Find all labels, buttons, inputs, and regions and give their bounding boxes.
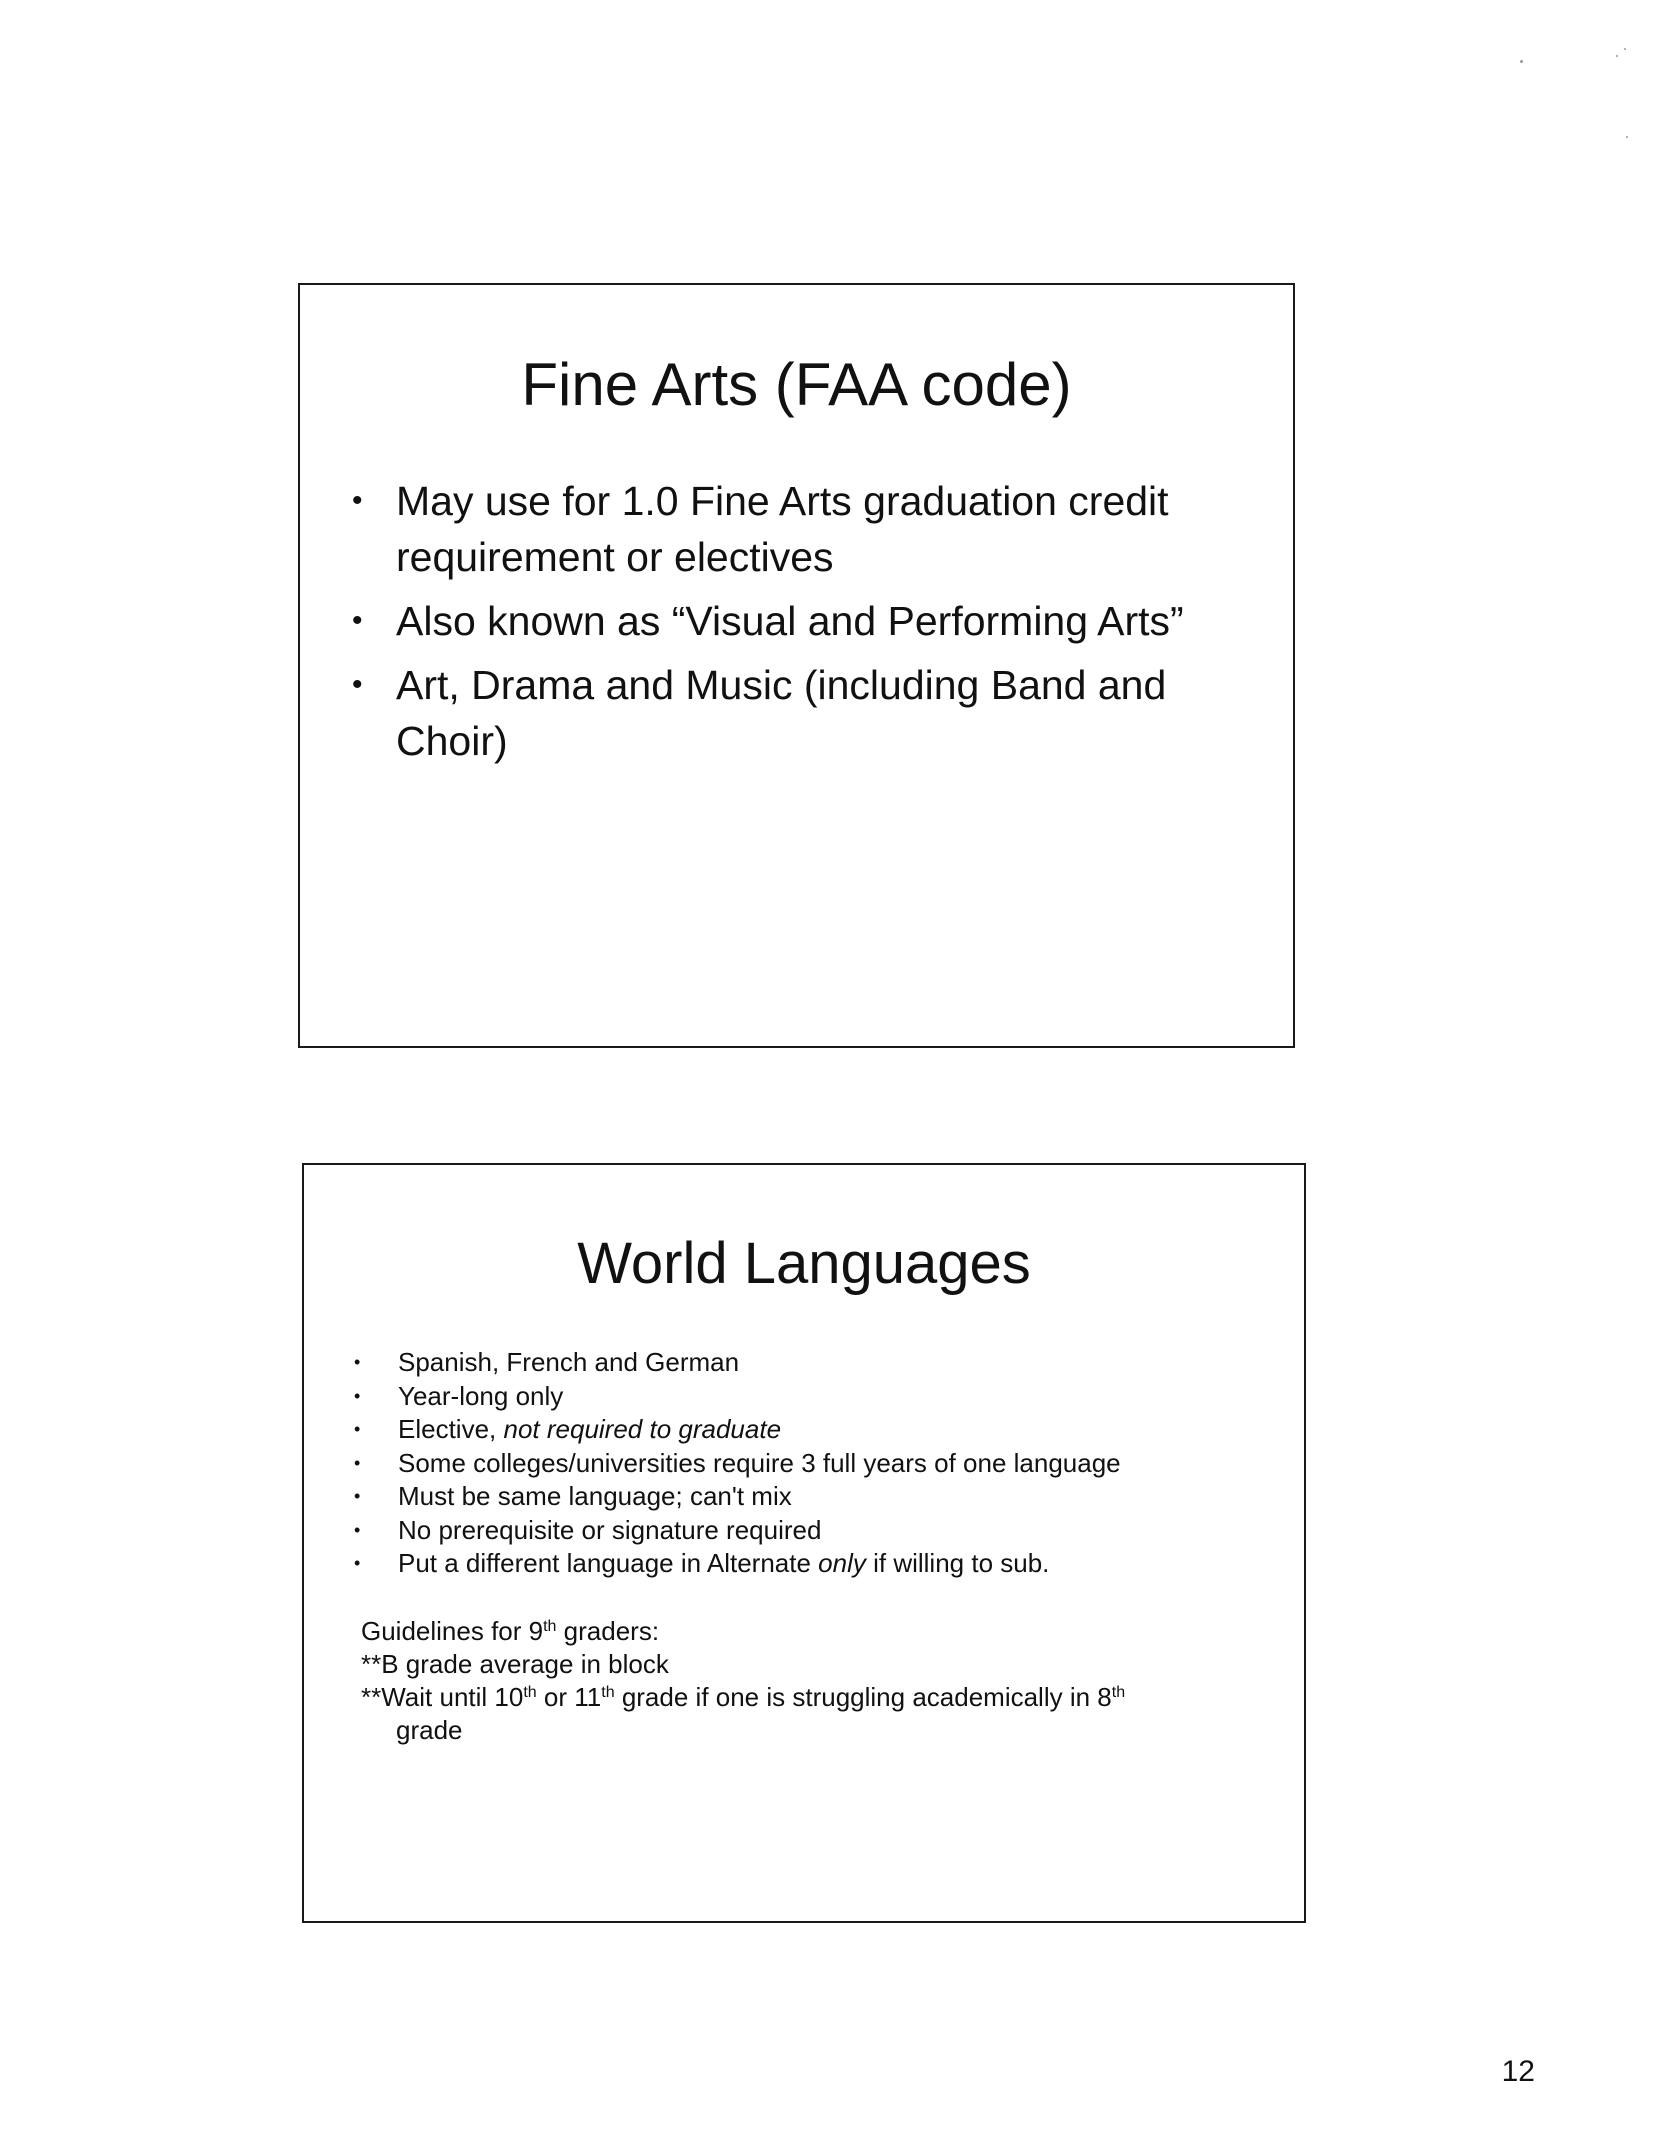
superscript: th xyxy=(523,1684,537,1701)
guideline-text: **Wait until 10 xyxy=(361,1682,524,1712)
bullet-item: • Must be same language; can't mix xyxy=(354,1480,1264,1514)
superscript: th xyxy=(1111,1684,1126,1701)
bullet-item: • Year-long only xyxy=(354,1380,1264,1414)
guideline-line xyxy=(361,1681,1264,1747)
guideline-text: or 11 xyxy=(536,1682,602,1712)
superscript: th xyxy=(601,1684,615,1701)
bullet-item: • Art, Drama and Music (including Band and Choir) xyxy=(352,657,1253,769)
bullet-text: if willing to sub. xyxy=(865,1548,1050,1578)
bullet-item: • Also known as “Visual and Performing Arts” xyxy=(352,593,1253,649)
bullet-emphasis: not required to graduate xyxy=(503,1414,782,1444)
bullet-item xyxy=(354,1413,1264,1447)
guideline-text: grade if one is struggling academically in 8 xyxy=(614,1682,1112,1712)
bullet-list xyxy=(354,1346,1264,1581)
slide-fine-arts xyxy=(298,283,1295,1048)
scan-speck xyxy=(1616,55,1618,57)
guidelines-heading-text: Guidelines for 9 xyxy=(361,1616,544,1646)
guidelines-heading xyxy=(361,1615,1264,1648)
bullet-item: • Spanish, French and German xyxy=(354,1346,1264,1380)
slide-title: Fine Arts (FAA code) xyxy=(521,351,1072,418)
bullet-item: • May use for 1.0 Fine Arts graduation credit requirement or electives xyxy=(352,473,1253,585)
scan-speck xyxy=(1624,48,1626,50)
bullet-text: Elective, xyxy=(398,1414,504,1444)
page-number: 12 xyxy=(1501,2055,1535,2088)
bullet-item: • No prerequisite or signature required xyxy=(354,1514,1264,1548)
guideline-line: **B grade average in block xyxy=(361,1649,669,1679)
scan-speck xyxy=(1520,60,1523,63)
slide-world-languages xyxy=(302,1163,1306,1923)
guidelines-heading-text: graders: xyxy=(556,1616,660,1646)
guidelines-block xyxy=(361,1615,1264,1747)
bullet-emphasis: only xyxy=(818,1548,866,1578)
slide-title: World Languages xyxy=(577,1231,1031,1296)
bullet-text: Put a different language in Alternate xyxy=(398,1548,819,1578)
bullet-item: • Some colleges/universities require 3 full years of one language xyxy=(354,1447,1264,1481)
scan-speck xyxy=(1626,136,1628,138)
bullet-item xyxy=(354,1547,1264,1581)
bullet-list xyxy=(352,473,1253,777)
superscript: th xyxy=(543,1618,557,1635)
guideline-text: grade xyxy=(396,1715,463,1745)
